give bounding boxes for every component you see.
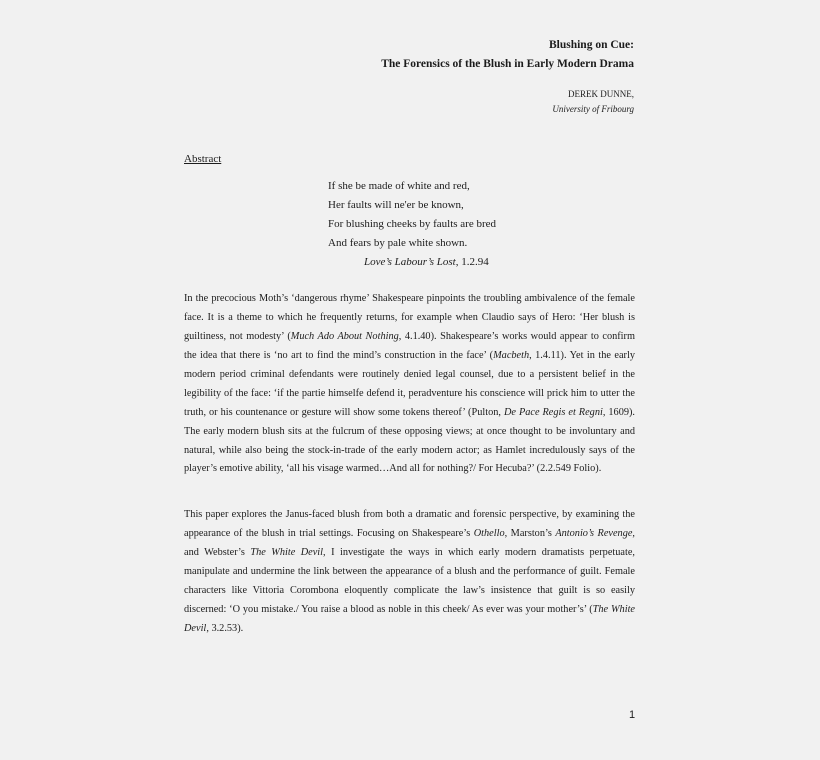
author-name: DEREK DUNNE, (568, 89, 634, 99)
abstract-heading: Abstract (184, 153, 222, 165)
epigraph-line: If she be made of white and red, (328, 180, 470, 192)
text-run: , I investigate the ways in which early modern dramatists perpetuate, manipulate and undermine the link between the appearance of a blush and the performance of guilt. Female characters like Vittoria Corombona eloquently complicate the law’s insistence that guilt is so easily discerned: ‘O you mistake./ You raise a blood as noble in this cheek/ As ever was your mother’s’ ( (184, 547, 635, 615)
epigraph-line: Her faults will ne'er be known, (328, 199, 464, 211)
italic-title: De Pace Regis et Regni (503, 406, 603, 418)
text-run: , 4.1.40). Shakespeare’s works would appear to confirm the idea that there is ‘no art to find the mind’s construction in the face’ ( (184, 331, 635, 362)
paper-title: Blushing on Cue: (548, 39, 634, 51)
abstract-paragraph-2 (184, 506, 635, 638)
paper-subtitle: The Forensics of the Blush in Early Modern Drama (381, 58, 634, 70)
italic-title: Macbeth (493, 350, 530, 362)
italic-title: Othello (473, 528, 505, 540)
epigraph-line: And fears by pale white shown. (328, 237, 468, 249)
text-run: , 3.2.53). (206, 622, 244, 634)
text-run: , Marston’s (504, 528, 556, 540)
text-run: , 1.4.11). Yet in the early modern period criminal defendants were routinely denied legal counsel, due to a persistent belief in the legibility of the face: ‘if the partie himselfe defend it, peradventure his conscience will prick him to utter the truth, or his countenance or gesture will show some tokens thereof’ (Pulton, (184, 350, 636, 418)
text-run: , 1609). The early modern blush sits at the fulcrum of these opposing views; at once thought to be involuntary and natural, while also being the stock-in-trade of the early modern actor; as Hamlet incredulously says of the player’s emotive ability, ‘all his visage warmed…And all for nothing?/ For Hecuba?’ (2.2.549 Folio). (184, 406, 636, 475)
text-run: In the precocious Moth’s ‘dangerous rhyme’ Shakespeare pinpoints the troubling ambivalence of the female face. It is a theme to which he frequently returns, for example when Claudio says of Hero: ‘Her blush is guiltiness, not modesty’ ( (184, 293, 635, 343)
author-affiliation: University of Fribourg (552, 104, 634, 114)
text-run: , and Webster’s (184, 528, 635, 559)
italic-title: Antonio’s Revenge (555, 528, 633, 540)
text-run: This paper explores the Janus-faced blush from both a dramatic and forensic perspective, by examining the appearance of the blush in trial settings. Focusing on Shakespeare’s (184, 509, 635, 540)
page-number: 1 (629, 709, 636, 721)
abstract-paragraph-1 (184, 290, 635, 479)
epigraph (328, 177, 496, 272)
epigraph-source-ref: , 1.2.94 (455, 256, 489, 268)
italic-title: Much Ado About Nothing (290, 331, 399, 343)
epigraph-source-title: Love’s Labour’s Lost (364, 256, 456, 268)
italic-title: The White Devil (184, 603, 636, 634)
epigraph-line: For blushing cheeks by faults are bred (328, 218, 497, 230)
italic-title: The White Devil (250, 547, 324, 559)
epigraph-source (328, 253, 496, 272)
